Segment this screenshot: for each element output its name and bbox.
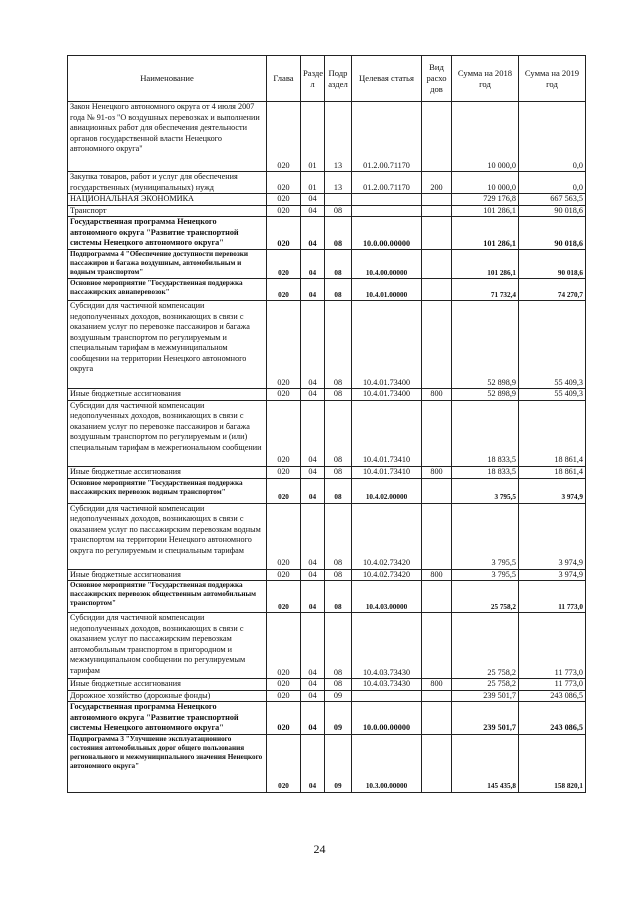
table-row <box>68 250 586 279</box>
cell-sum2019: 243 086,5 <box>519 702 586 735</box>
table-row <box>68 569 586 581</box>
cell-podrazdel: 08 <box>325 569 352 581</box>
cell-name: Подпрограмма 3 "Улучшение эксплуатационного состояния автомобильных дорог общего пользования регионального и межмуниципального значения Ненецкого автономного округа" <box>68 734 267 792</box>
cell-name: Основное мероприятие "Государственная поддержка пассажирских авиаперевозок" <box>68 279 267 301</box>
cell-razdel: 04 <box>301 279 325 301</box>
cell-name: Основное мероприятие "Государственная поддержка пассажирских перевозок водным транспортом" <box>68 478 267 503</box>
cell-name: Закупка товаров, работ и услуг для обеспечения государственных (муниципальных) нужд <box>68 172 267 194</box>
cell-target: 10.4.03.00000 <box>352 581 422 613</box>
cell-target: 10.3.00.00000 <box>352 734 422 792</box>
cell-glava: 020 <box>267 205 301 217</box>
cell-podrazdel: 08 <box>325 217 352 250</box>
cell-razdel: 01 <box>301 102 325 172</box>
cell-sum2018: 729 176,8 <box>452 194 519 206</box>
cell-vid <box>422 613 452 679</box>
table-row <box>68 194 586 206</box>
table-row <box>68 400 586 466</box>
cell-podrazdel: 09 <box>325 702 352 735</box>
cell-name: Субсидии для частичной компенсации недополученных доходов, возникающих в связи с оказанием услуг по пассажирским перевозкам автомобильным транспортом в пригородном и межмуниципальном сообщении по регулируемым тарифам <box>68 613 267 679</box>
cell-vid <box>422 478 452 503</box>
cell-podrazdel: 08 <box>325 400 352 466</box>
cell-target: 10.4.03.73430 <box>352 613 422 679</box>
cell-vid <box>422 217 452 250</box>
cell-sum2019: 11 773,0 <box>519 679 586 691</box>
cell-podrazdel: 13 <box>325 102 352 172</box>
cell-target: 10.4.01.73410 <box>352 400 422 466</box>
cell-target <box>352 205 422 217</box>
cell-sum2018: 239 501,7 <box>452 690 519 702</box>
cell-razdel: 04 <box>301 400 325 466</box>
cell-glava: 020 <box>267 503 301 569</box>
cell-sum2018: 101 286,1 <box>452 217 519 250</box>
cell-sum2018: 25 758,2 <box>452 679 519 691</box>
cell-glava: 020 <box>267 581 301 613</box>
cell-target: 10.4.02.73420 <box>352 503 422 569</box>
cell-vid <box>422 690 452 702</box>
cell-target: 10.4.01.73410 <box>352 466 422 478</box>
cell-target: 10.4.02.73420 <box>352 569 422 581</box>
cell-sum2019: 18 861,4 <box>519 400 586 466</box>
cell-sum2018: 71 732,4 <box>452 279 519 301</box>
cell-sum2018: 10 000,0 <box>452 102 519 172</box>
cell-glava: 020 <box>267 172 301 194</box>
table-row <box>68 679 586 691</box>
cell-sum2019: 55 409,3 <box>519 389 586 401</box>
header-podrazdel: Подр аздел <box>325 56 352 102</box>
cell-glava: 020 <box>267 301 301 389</box>
cell-sum2019: 243 086,5 <box>519 690 586 702</box>
header-razdel: Разде л <box>301 56 325 102</box>
cell-sum2018: 25 758,2 <box>452 581 519 613</box>
cell-sum2019: 55 409,3 <box>519 301 586 389</box>
cell-vid <box>422 734 452 792</box>
cell-target: 10.4.02.00000 <box>352 478 422 503</box>
cell-sum2018: 101 286,1 <box>452 250 519 279</box>
cell-sum2018: 3 795,5 <box>452 478 519 503</box>
cell-sum2019: 158 820,1 <box>519 734 586 792</box>
cell-glava: 020 <box>267 679 301 691</box>
header-vid: Вид расхо дов <box>422 56 452 102</box>
cell-sum2019: 74 270,7 <box>519 279 586 301</box>
cell-razdel: 04 <box>301 581 325 613</box>
cell-name: Иные бюджетные ассигнования <box>68 569 267 581</box>
cell-name: Субсидии для частичной компенсации недополученных доходов, возникающих в связи с оказанием услуг по перевозке пассажиров и багажа воздушным транспортом по регулируемым и специальным тарифам в межмуниципальном сообщении на территории Ненецкого автономного округа <box>68 301 267 389</box>
cell-glava: 020 <box>267 250 301 279</box>
cell-target: 10.4.01.73400 <box>352 389 422 401</box>
table-row <box>68 613 586 679</box>
cell-sum2018: 52 898,9 <box>452 301 519 389</box>
cell-vid <box>422 250 452 279</box>
cell-razdel: 04 <box>301 466 325 478</box>
cell-podrazdel: 08 <box>325 581 352 613</box>
cell-podrazdel: 13 <box>325 172 352 194</box>
cell-razdel: 04 <box>301 702 325 735</box>
cell-vid <box>422 581 452 613</box>
table-row <box>68 581 586 613</box>
cell-glava: 020 <box>267 569 301 581</box>
cell-glava: 020 <box>267 389 301 401</box>
cell-vid <box>422 102 452 172</box>
cell-razdel: 01 <box>301 172 325 194</box>
budget-table <box>67 55 586 793</box>
table-row <box>68 734 586 792</box>
cell-glava: 020 <box>267 217 301 250</box>
cell-glava: 020 <box>267 102 301 172</box>
cell-podrazdel: 08 <box>325 250 352 279</box>
cell-name: Подпрограмма 4 "Обеспечение доступности перевозки пассажиров и багажа воздушным, автомобильным и водным транспортом" <box>68 250 267 279</box>
cell-sum2019: 90 018,6 <box>519 250 586 279</box>
table-row <box>68 702 586 735</box>
cell-sum2019: 0,0 <box>519 172 586 194</box>
cell-sum2019: 90 018,6 <box>519 217 586 250</box>
cell-podrazdel: 08 <box>325 613 352 679</box>
cell-name: Основное мероприятие "Государственная поддержка пассажирских перевозок общественным автомобильным транспортом" <box>68 581 267 613</box>
cell-razdel: 04 <box>301 478 325 503</box>
cell-podrazdel: 08 <box>325 205 352 217</box>
header-sum2018: Сумма на 2018 год <box>452 56 519 102</box>
table-row <box>68 217 586 250</box>
cell-glava: 020 <box>267 702 301 735</box>
cell-podrazdel: 08 <box>325 279 352 301</box>
cell-target: 01.2.00.71170 <box>352 172 422 194</box>
header-name: Наименование <box>68 56 267 102</box>
cell-vid: 800 <box>422 569 452 581</box>
cell-vid: 800 <box>422 389 452 401</box>
cell-razdel: 04 <box>301 690 325 702</box>
cell-razdel: 04 <box>301 301 325 389</box>
cell-sum2019: 11 773,0 <box>519 581 586 613</box>
cell-target: 10.0.00.00000 <box>352 217 422 250</box>
cell-name: Иные бюджетные ассигнования <box>68 679 267 691</box>
cell-sum2018: 3 795,5 <box>452 569 519 581</box>
cell-name: Иные бюджетные ассигнования <box>68 466 267 478</box>
table-row <box>68 503 586 569</box>
cell-sum2019: 18 861,4 <box>519 466 586 478</box>
cell-glava: 020 <box>267 194 301 206</box>
cell-name: Субсидии для частичной компенсации недополученных доходов, возникающих в связи с оказанием услуг по пассажирским перевозкам водным транспортом на территории Ненецкого автономного округа по регулируемым и специальным тарифам <box>68 503 267 569</box>
cell-vid <box>422 503 452 569</box>
cell-sum2018: 52 898,9 <box>452 389 519 401</box>
cell-target: 01.2.00.71170 <box>352 102 422 172</box>
table-row <box>68 690 586 702</box>
header-target: Целевая статья <box>352 56 422 102</box>
cell-name: Иные бюджетные ассигнования <box>68 389 267 401</box>
cell-sum2018: 18 833,5 <box>452 400 519 466</box>
cell-vid <box>422 205 452 217</box>
cell-vid <box>422 301 452 389</box>
cell-podrazdel: 08 <box>325 466 352 478</box>
cell-sum2018: 10 000,0 <box>452 172 519 194</box>
cell-glava: 020 <box>267 690 301 702</box>
table-header-row <box>68 56 586 102</box>
cell-razdel: 04 <box>301 389 325 401</box>
cell-glava: 020 <box>267 279 301 301</box>
cell-vid <box>422 279 452 301</box>
cell-name: Дорожное хозяйство (дорожные фонды) <box>68 690 267 702</box>
cell-sum2019: 11 773,0 <box>519 613 586 679</box>
cell-sum2019: 3 974,9 <box>519 478 586 503</box>
cell-target: 10.4.01.00000 <box>352 279 422 301</box>
cell-sum2019: 667 563,5 <box>519 194 586 206</box>
cell-vid <box>422 702 452 735</box>
cell-name: Транспорт <box>68 205 267 217</box>
cell-sum2019: 0,0 <box>519 102 586 172</box>
header-glava: Глава <box>267 56 301 102</box>
cell-razdel: 04 <box>301 503 325 569</box>
cell-name: Государственная программа Ненецкого автономного округа "Развитие транспортной системы Ненецкого автономного округа" <box>68 217 267 250</box>
cell-name: Государственная программа Ненецкого автономного округа "Развитие транспортной системы Ненецкого автономного округа" <box>68 702 267 735</box>
cell-vid: 200 <box>422 172 452 194</box>
cell-sum2018: 18 833,5 <box>452 466 519 478</box>
cell-podrazdel <box>325 194 352 206</box>
cell-target <box>352 194 422 206</box>
table-row <box>68 301 586 389</box>
cell-glava: 020 <box>267 613 301 679</box>
cell-podrazdel: 08 <box>325 301 352 389</box>
table-row <box>68 478 586 503</box>
cell-name: Субсидии для частичной компенсации недополученных доходов, возникающих в связи с оказанием услуг по перевозке пассажиров и багажа воздушным транспортом по регулируемым и (или) специальным тарифам в межрегиональном сообщении <box>68 400 267 466</box>
cell-podrazdel: 08 <box>325 389 352 401</box>
cell-target: 10.4.03.73430 <box>352 679 422 691</box>
cell-razdel: 04 <box>301 613 325 679</box>
cell-vid: 800 <box>422 466 452 478</box>
cell-sum2018: 25 758,2 <box>452 613 519 679</box>
cell-sum2018: 239 501,7 <box>452 702 519 735</box>
cell-name: НАЦИОНАЛЬНАЯ ЭКОНОМИКА <box>68 194 267 206</box>
table-row <box>68 172 586 194</box>
cell-glava: 020 <box>267 734 301 792</box>
cell-razdel: 04 <box>301 205 325 217</box>
cell-target: 10.4.01.73400 <box>352 301 422 389</box>
page-number: 24 <box>313 842 326 856</box>
cell-target: 10.4.00.00000 <box>352 250 422 279</box>
cell-razdel: 04 <box>301 194 325 206</box>
table-row <box>68 205 586 217</box>
cell-target <box>352 690 422 702</box>
cell-target: 10.0.00.00000 <box>352 702 422 735</box>
cell-glava: 020 <box>267 400 301 466</box>
cell-podrazdel: 09 <box>325 734 352 792</box>
cell-glava: 020 <box>267 478 301 503</box>
cell-podrazdel: 09 <box>325 690 352 702</box>
header-sum2019: Сумма на 2019 год <box>519 56 586 102</box>
cell-sum2019: 3 974,9 <box>519 503 586 569</box>
cell-podrazdel: 08 <box>325 478 352 503</box>
cell-vid <box>422 194 452 206</box>
table-row <box>68 102 586 172</box>
cell-razdel: 04 <box>301 250 325 279</box>
table-row <box>68 466 586 478</box>
cell-razdel: 04 <box>301 569 325 581</box>
table-row <box>68 389 586 401</box>
table-row <box>68 279 586 301</box>
cell-glava: 020 <box>267 466 301 478</box>
cell-sum2018: 3 795,5 <box>452 503 519 569</box>
cell-podrazdel: 08 <box>325 679 352 691</box>
cell-podrazdel: 08 <box>325 503 352 569</box>
cell-razdel: 04 <box>301 679 325 691</box>
cell-name: Закон Ненецкого автономного округа от 4 июля 2007 года № 91-оз "О воздушных перевозках и выполнении авиационных работ для обеспечения деятельности органов государственной власти Ненецкого автономного округа" <box>68 102 267 172</box>
cell-sum2019: 3 974,9 <box>519 569 586 581</box>
cell-vid <box>422 400 452 466</box>
cell-sum2018: 145 435,8 <box>452 734 519 792</box>
cell-razdel: 04 <box>301 734 325 792</box>
cell-vid: 800 <box>422 679 452 691</box>
cell-sum2018: 101 286,1 <box>452 205 519 217</box>
cell-razdel: 04 <box>301 217 325 250</box>
cell-sum2019: 90 018,6 <box>519 205 586 217</box>
